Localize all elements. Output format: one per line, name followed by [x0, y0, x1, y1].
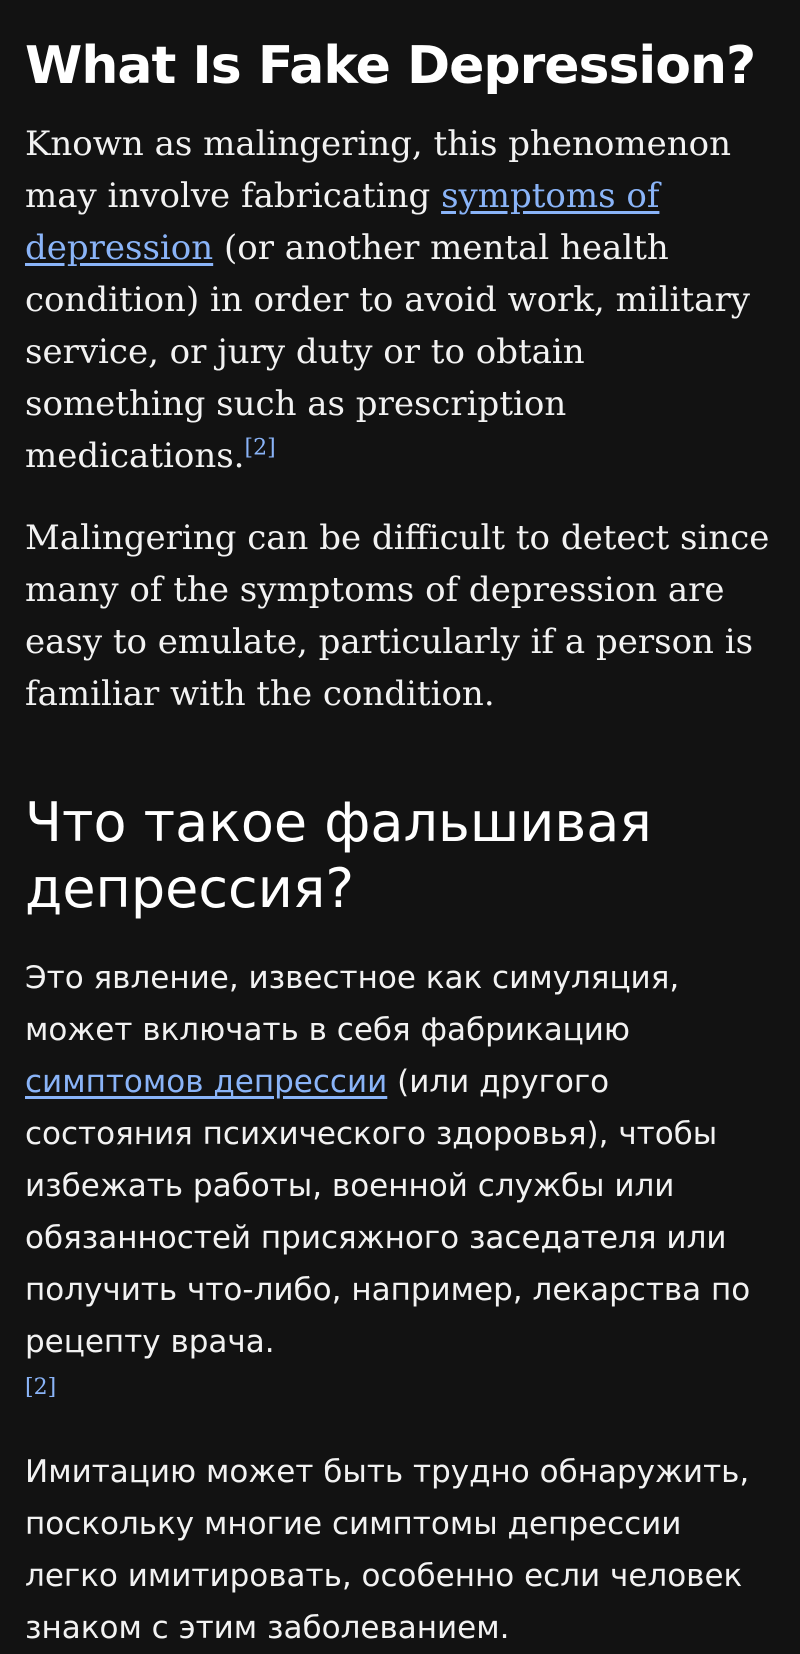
- russian-paragraph-1-text-end: (или другого состояния психического здоровья), чтобы избежать работы, военной службы или обязанностей присяжного заседателя или получить что-либо, например, лекарства по рецепту врача.: [25, 1064, 751, 1360]
- english-paragraph-1-text-start: Known as malingering, this phenomenon may involve fabricating: [25, 124, 732, 216]
- russian-paragraph-2: Имитацию может быть трудно обнаружить, поскольку многие симптомы депрессии легко имитировать, особенно если человек знаком с этим заболеванием.: [25, 1454, 750, 1646]
- english-paragraph-1: [25, 118, 775, 482]
- russian-citation-link[interactable]: [2]: [25, 1375, 57, 1400]
- english-paragraph-2: Malingering can be difficult to detect since many of the symptoms of depression are easy to emulate, particularly if a person is familiar with the condition.: [25, 518, 770, 714]
- russian-symptoms-link[interactable]: симптомов депрессии: [25, 1064, 388, 1100]
- russian-heading: Что такое фальшивая депрессия?: [25, 791, 652, 920]
- citation-link[interactable]: [2]: [244, 435, 276, 461]
- symptoms-of-depression-link[interactable]: symptoms of depression: [25, 176, 660, 268]
- russian-paragraph-1: [25, 952, 775, 1408]
- english-paragraph-1-text-end: (or another mental health condition) in order to avoid work, military service, or jury duty or to obtain something such as prescription medications.: [25, 228, 750, 476]
- english-heading: What Is Fake Depression?: [25, 36, 756, 96]
- russian-paragraph-1-text-start: Это явление, известное как симуляция, может включать в себя фабрикацию: [25, 960, 680, 1048]
